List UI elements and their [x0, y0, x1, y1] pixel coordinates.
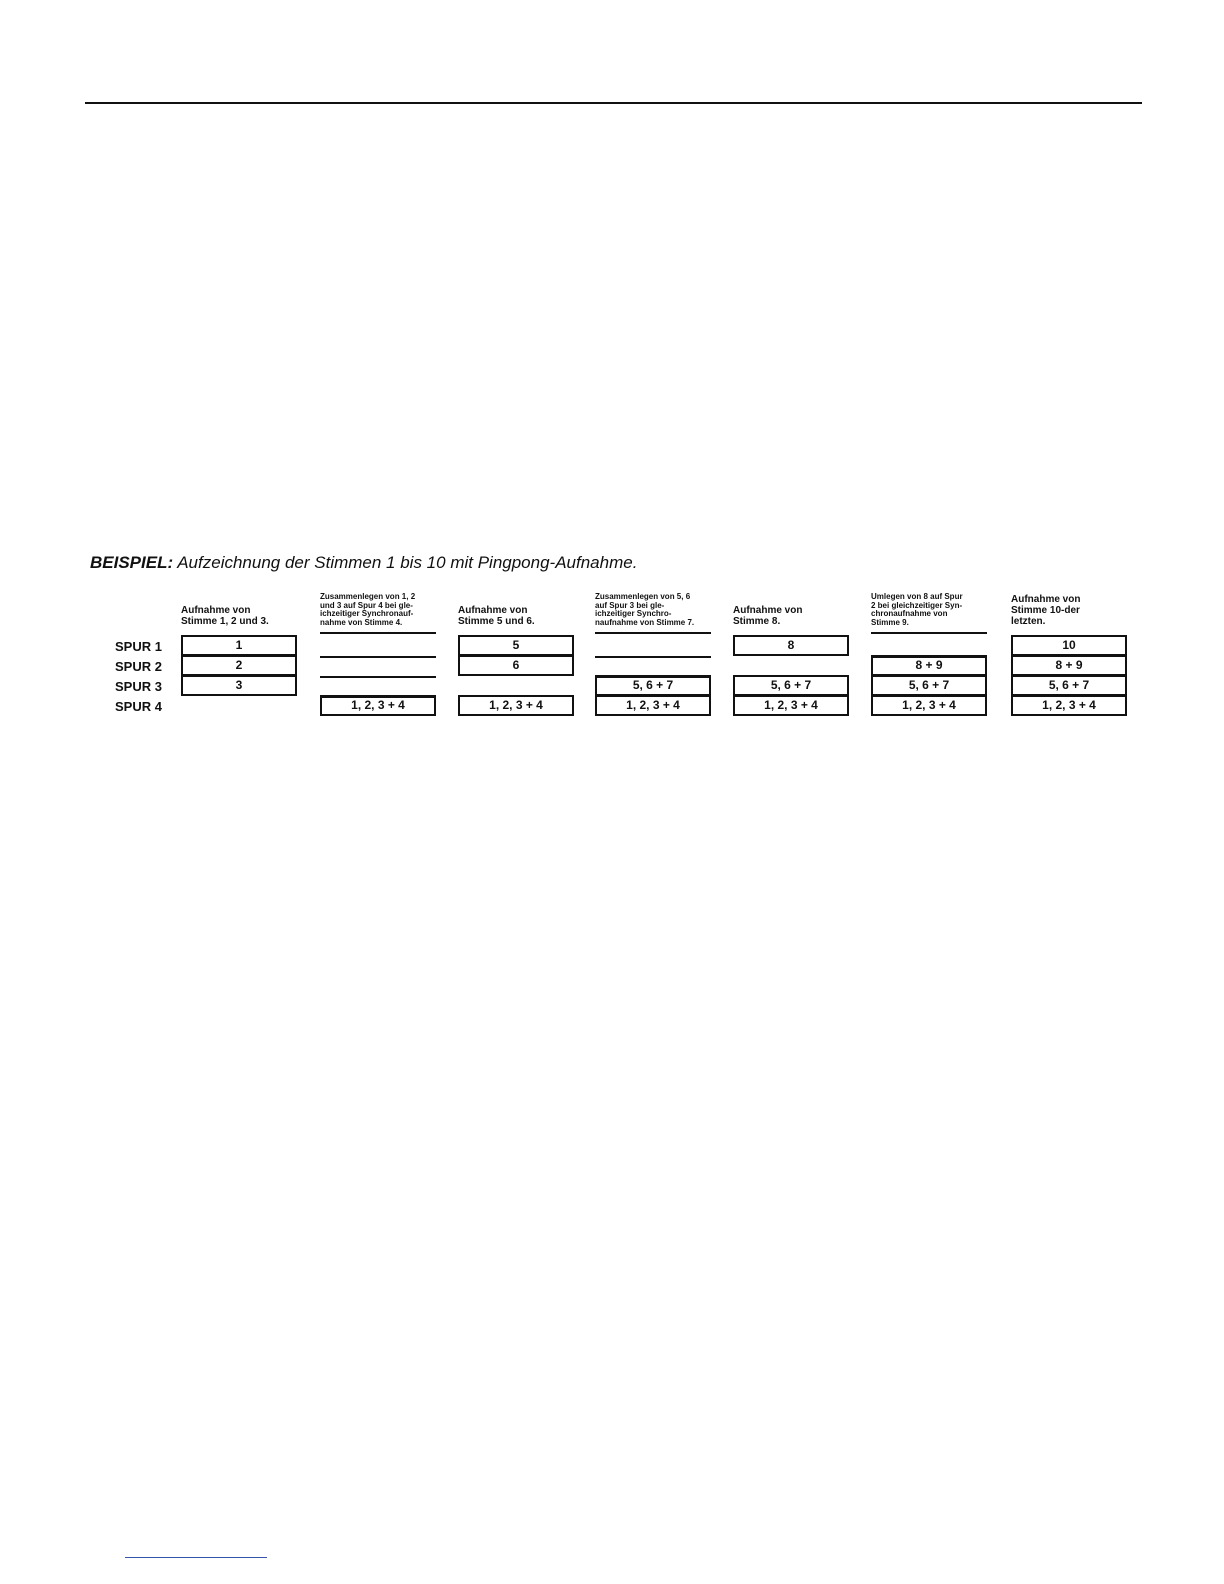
- track-cell-1: 8: [733, 635, 849, 656]
- step-caption: [458, 606, 574, 628]
- caption-rule: [320, 632, 436, 634]
- caption-line: letzten.: [1011, 615, 1046, 627]
- bottom-rule: [125, 1557, 267, 1558]
- track-cell-3: 5, 6 + 7: [595, 675, 711, 696]
- step-caption: [181, 606, 297, 628]
- caption-line: Stimme 10-der: [1011, 604, 1080, 616]
- caption-line: ichzeitiger Synchronauf-: [320, 609, 414, 619]
- track-cell-4: 1, 2, 3 + 4: [733, 695, 849, 716]
- track-cell-4: 1, 2, 3 + 4: [1011, 695, 1127, 716]
- track-cell-2: 2: [181, 655, 297, 676]
- caption-line: Aufnahme von: [458, 605, 528, 616]
- caption-line: Umlegen von 8 auf Spur: [871, 592, 963, 602]
- track-cell-1: 1: [181, 635, 297, 656]
- caption-line: Aufnahme von: [1011, 594, 1081, 605]
- step-caption: [733, 606, 849, 628]
- track-cell-3: 5, 6 + 7: [871, 675, 987, 696]
- heading-lead: BEISPIEL:: [90, 553, 174, 572]
- heading-text: Aufzeichnung der Stimmen 1 bis 10 mit Pingpong-Aufnahme.: [177, 553, 638, 572]
- caption-line: Stimme 1, 2 und 3.: [181, 615, 269, 627]
- track-cell-3: 3: [181, 675, 297, 696]
- caption-line: Zusammenlegen von 5, 6: [595, 592, 691, 602]
- caption-line: Zusammenlegen von 1, 2: [320, 592, 416, 602]
- track-cell-2: 8 + 9: [1011, 655, 1127, 676]
- track-cell-4: 1, 2, 3 + 4: [320, 695, 436, 716]
- step-caption: [595, 593, 711, 628]
- track-cell-2: 8 + 9: [871, 655, 987, 676]
- caption-line: 2 bei gleichzeitiger Syn-: [871, 600, 963, 610]
- caption-line: Stimme 8.: [733, 615, 781, 627]
- caption-line: auf Spur 3 bei gle-: [595, 600, 665, 610]
- empty-track-rule: [595, 656, 711, 658]
- track-cell-4: 1, 2, 3 + 4: [458, 695, 574, 716]
- caption-line: Aufnahme von: [181, 605, 251, 616]
- caption-line: Stimme 5 und 6.: [458, 615, 535, 627]
- top-rule: [85, 102, 1142, 104]
- caption-line: Stimme 9.: [871, 618, 909, 628]
- step-caption: [1011, 595, 1127, 627]
- caption-line: nahme von Stimme 4.: [320, 618, 403, 628]
- track-cell-3: 5, 6 + 7: [1011, 675, 1127, 696]
- step-caption: [320, 593, 436, 628]
- track-label-1: SPUR 1: [115, 639, 162, 654]
- track-cell-1: 5: [458, 635, 574, 656]
- track-label-4: SPUR 4: [115, 699, 162, 714]
- caption-line: naufnahme von Stimme 7.: [595, 618, 695, 628]
- track-label-2: SPUR 2: [115, 659, 162, 674]
- caption-line: chronaufnahme von: [871, 609, 948, 619]
- caption-rule: [871, 632, 987, 634]
- track-cell-4: 1, 2, 3 + 4: [595, 695, 711, 716]
- track-cell-4: 1, 2, 3 + 4: [871, 695, 987, 716]
- step-caption: [871, 593, 987, 628]
- caption-line: und 3 auf Spur 4 bei gle-: [320, 600, 413, 610]
- caption-line: Aufnahme von: [733, 605, 803, 616]
- track-label-3: SPUR 3: [115, 679, 162, 694]
- caption-rule: [595, 632, 711, 634]
- empty-track-rule: [320, 656, 436, 658]
- caption-line: ichzeitiger Synchro-: [595, 609, 672, 619]
- track-cell-3: 5, 6 + 7: [733, 675, 849, 696]
- track-cell-2: 6: [458, 655, 574, 676]
- example-heading: [90, 553, 637, 573]
- track-cell-1: 10: [1011, 635, 1127, 656]
- empty-track-rule: [320, 676, 436, 678]
